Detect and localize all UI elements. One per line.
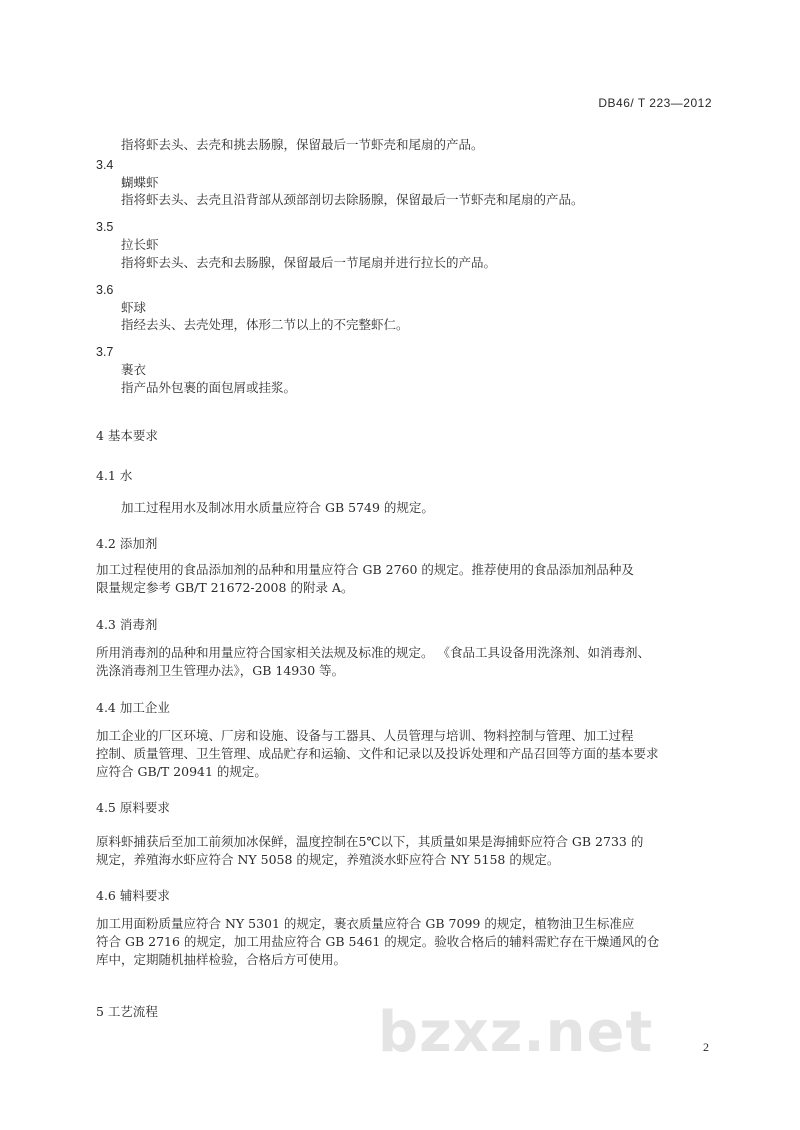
- watermark-logo: bzxz.net: [378, 1000, 654, 1065]
- clause-4-2-text-line-1: 加工过程使用的食品添加剂的品种和用量应符合 GB 2760 的规定。推荐使用的食品添加剂品种及: [96, 562, 634, 577]
- clause-4-1-heading: 4.1 水: [96, 468, 133, 483]
- definition-3-7-text: 指产品外包裹的面包屑或挂浆。: [121, 380, 297, 395]
- clause-4-6-text-line-3: 库中，定期随机抽样检验，合格后方可使用。: [96, 952, 347, 967]
- clause-4-3-text-line-2: 洗涤消毒剂卫生管理办法》，GB 14930 等。: [96, 663, 345, 678]
- term-3-6: 虾球: [121, 300, 147, 315]
- clause-4-1-text: 加工过程用水及制冰用水质量应符合 GB 5749 的规定。: [121, 500, 434, 515]
- clause-3-5-number: 3.5: [96, 220, 114, 234]
- clause-4-6-text-line-1: 加工用面粉质量应符合 NY 5301 的规定，裹衣质量应符合 GB 7099 的规定，植物油卫生标准应: [96, 916, 635, 931]
- term-3-4: 蝴蝶虾: [121, 175, 159, 190]
- clause-4-4-text-line-2: 控制、质量管理、卫生管理、成品贮存和运输、文件和记录以及投诉处理和产品召回等方面的基本要求: [96, 746, 659, 761]
- clause-3-6-number: 3.6: [96, 283, 114, 297]
- page-number: 2: [703, 1040, 709, 1054]
- clause-4-5-text-line-1: 原料虾捕获后至加工前须加冰保鲜，温度控制在5℃以下，其质量如果是海捕虾应符合 GB 2733 的: [96, 834, 644, 849]
- section-4-heading: 4 基本要求: [96, 428, 158, 443]
- term-3-5: 拉长虾: [121, 237, 159, 252]
- definition-3-4-text: 指将虾去头、去壳且沿背部从颈部剖切去除肠腺，保留最后一节虾壳和尾扇的产品。: [121, 192, 584, 207]
- clause-4-5-heading: 4.5 原料要求: [96, 800, 170, 815]
- clause-4-2-heading: 4.2 添加剂: [96, 536, 158, 551]
- clause-4-5-text-line-2: 规定，养殖海水虾应符合 NY 5058 的规定，养殖淡水虾应符合 NY 5158 的规定。: [96, 852, 560, 867]
- clause-3-7-number: 3.7: [96, 345, 114, 359]
- section-5-heading: 5 工艺流程: [96, 1004, 158, 1019]
- clause-4-3-heading: 4.3 消毒剂: [96, 617, 158, 632]
- clause-3-4-number: 3.4: [96, 158, 114, 172]
- clause-4-4-heading: 4.4 加工企业: [96, 700, 170, 715]
- clause-4-3-text-line-1: 所用消毒剂的品种和用量应符合国家相关法规及标准的规定。 《食品工具设备用洗涤剂、如消毒剂、: [96, 645, 650, 660]
- clause-4-6-heading: 4.6 辅料要求: [96, 888, 170, 903]
- clause-4-6-text-line-2: 符合 GB 2716 的规定，加工用盐应符合 GB 5461 的规定。验收合格后的辅料需贮存在干燥通风的仓: [96, 934, 660, 949]
- definition-3-6-text: 指经去头、去壳处理，体形二节以上的不完整虾仁。: [121, 317, 409, 332]
- definition-3-5-text: 指将虾去头、去壳和去肠腺，保留最后一节尾扇并进行拉长的产品。: [121, 255, 497, 270]
- term-3-7: 裹衣: [121, 362, 147, 377]
- clause-4-2-text-line-2: 限量规定参考 GB/T 21672-2008 的附录 A。: [96, 580, 354, 595]
- standard-number: DB46/ T 223—2012: [598, 96, 712, 110]
- definition-3-3-text: 指将虾去头、去壳和挑去肠腺，保留最后一节虾壳和尾扇的产品。: [121, 137, 484, 152]
- clause-4-4-text-line-3: 应符合 GB/T 20941 的规定。: [96, 764, 267, 779]
- clause-4-4-text-line-1: 加工企业的厂区环境、厂房和设施、设备与工器具、人员管理与培训、物料控制与管理、加工过程: [96, 728, 634, 743]
